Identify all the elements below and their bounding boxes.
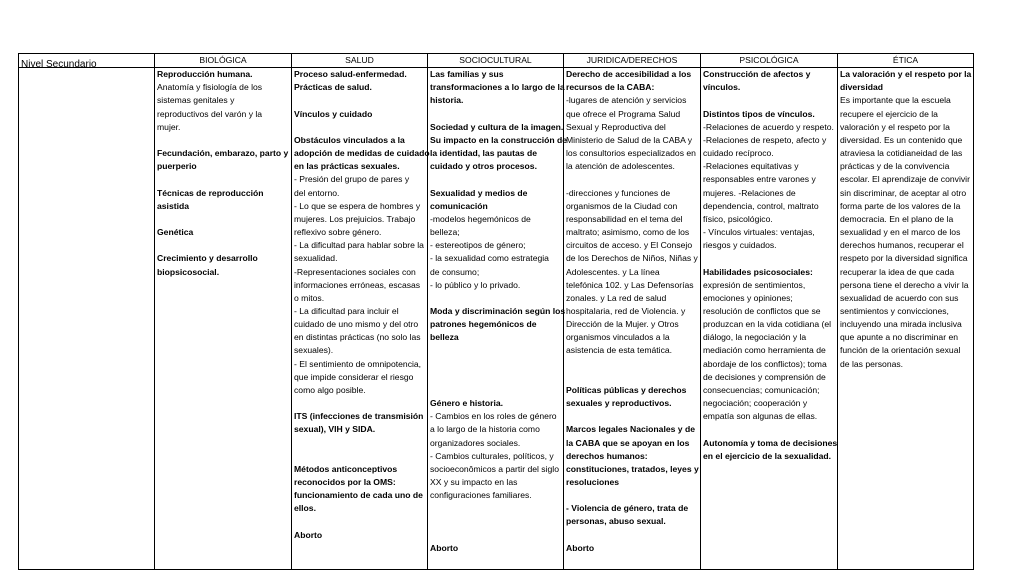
cell-line: Técnicas de reproducción	[157, 187, 264, 198]
cell-line: en distintas prácticas (no solo las	[294, 332, 421, 343]
cell-line: Habilidades psicosociales:	[703, 266, 813, 277]
cell-line: emociones y opiniones;	[703, 292, 793, 303]
cell-line: mujer.	[157, 121, 181, 132]
level-cell	[19, 59, 155, 570]
cell-line: historia.	[430, 95, 464, 106]
cell-line	[566, 173, 698, 186]
cell-line: zonales. y La red de salud	[566, 292, 667, 303]
cell-line: - Cambios en los roles de género	[430, 411, 557, 422]
cell-line: Métodos anticonceptivos	[294, 463, 398, 474]
cell-line: constituciones, tratados, leyes y	[566, 463, 699, 474]
cell-line: reconocidos por la OMS:	[294, 477, 396, 487]
cell-line	[430, 108, 561, 121]
cell-line	[430, 502, 561, 515]
header-row	[19, 54, 974, 68]
cell-line: transformaciones a lo largo de la	[430, 82, 565, 93]
cell-line: -lugares de atención y servicios	[566, 95, 687, 106]
cell-line: diversidad	[840, 82, 883, 93]
cell-line: diversidad. Es un contenido que	[840, 134, 963, 145]
cell-line: Derecho de accesibilidad a los	[566, 69, 692, 80]
cell-line: mediación como herramienta de	[703, 345, 826, 356]
cell-line	[703, 94, 835, 107]
cell-line: - estereotipos de género;	[430, 240, 526, 251]
cell-line: sin discriminar, de aceptar al otro	[840, 187, 967, 198]
cell-line: Obstáculos vinculados a la	[294, 134, 405, 145]
cell-line: asistida	[157, 200, 190, 211]
cell-line: Genética	[157, 227, 194, 238]
cell-line: Fecundación, embarazo, parto y	[157, 148, 289, 159]
cell-line	[157, 134, 289, 147]
cell-line: Género e historia.	[430, 398, 504, 409]
cell-line: produzcan en la vida cotidiana (el	[703, 319, 832, 330]
cell-line: en el ejercicio de la sexualidad.	[703, 450, 832, 461]
cell-line: derechos humanos, recuperar el	[840, 240, 964, 251]
cell-line: Sexual y Reproductiva del	[566, 121, 666, 132]
cell-line: como algo posible.	[294, 384, 366, 395]
cell-line: socioeconômicos a partir del siglo	[430, 463, 559, 474]
table-row	[19, 68, 974, 570]
cell-line: responsabilidad en el tema del	[566, 213, 683, 224]
header-sociocultural: SOCIOCULTURAL	[428, 54, 564, 68]
cell-line: la identidad, las pautas de	[430, 148, 537, 159]
cell-line: de consumo;	[430, 266, 480, 277]
cell-line: maltrato; asimismo, como de los	[566, 227, 690, 238]
cell-line: belleza	[430, 332, 459, 343]
cell-line: Las familias y sus	[430, 69, 504, 80]
cell-line	[430, 358, 561, 371]
cell-line	[294, 515, 425, 528]
cell-line: - lo público y lo privado.	[430, 279, 521, 290]
cell-line: atraviesa la cotidianeidad de las	[840, 148, 963, 159]
cell-line: prácticas y de la convivencia	[840, 161, 950, 172]
cell-line: - Presión del grupo de pares y	[294, 174, 410, 185]
cell-line: - Violencia de género, trata de	[566, 503, 689, 514]
cell-line: resoluciones	[566, 477, 620, 487]
cell-line	[294, 121, 425, 134]
cell-line: biopsicosocial.	[157, 266, 220, 277]
cell-line: - Vínculos virtuales: ventajas,	[703, 227, 815, 238]
cell-line	[566, 410, 698, 423]
cell-line: organismos vinculados a la	[566, 332, 670, 343]
cell-line: - El sentimiento de omnipotencia,	[294, 358, 422, 369]
cell-line: de decisiones y comprensión de	[703, 371, 826, 382]
cell-line: Aborto	[566, 542, 595, 553]
cell-line: a lo largo de la historia como	[430, 424, 540, 435]
cell-line: sexual), VIH y SIDA.	[294, 424, 376, 435]
cell-salud	[292, 68, 428, 570]
cell-line: personas, abuso sexual.	[566, 516, 666, 527]
cell-line: Ministerio de Salud de la CABA y	[566, 134, 693, 145]
cell-line: Autonomía y toma de decisiones	[703, 437, 838, 448]
cell-line	[157, 239, 289, 252]
cell-line: Marcos legales Nacionales y de	[566, 424, 695, 435]
cell-line	[430, 292, 561, 305]
cell-line: XX y su impacto en las	[430, 477, 518, 487]
cell-line	[566, 529, 698, 542]
cell-line: los consultorios especializados en	[566, 148, 696, 159]
level-label: Nivel Secundario	[21, 59, 97, 71]
cell-psicologica	[701, 68, 838, 570]
cell-line: Adolescentes. y La línea	[566, 266, 660, 277]
cell-line: patrones hegemónicos de	[430, 319, 537, 330]
cell-line: Su impacto en la construcción de	[430, 134, 568, 145]
cell-line: que apunte a no discriminar en	[840, 332, 959, 343]
cell-line: sexuales).	[294, 345, 334, 356]
cell-line: responsables entre varones y	[703, 174, 816, 185]
cell-line	[430, 515, 561, 528]
cell-line: organizadores sociales.	[430, 437, 521, 448]
cell-line	[566, 489, 698, 502]
cell-line: incluyendo una mirada inclusiva	[840, 319, 962, 330]
cell-line: funcionamiento de cada uno de	[294, 490, 423, 501]
cell-line: -Relaciones equitativas y	[703, 161, 799, 172]
curriculum-table	[18, 53, 974, 570]
cell-line	[294, 437, 425, 450]
cell-line: recupere el ejercicio de la	[840, 108, 938, 119]
cell-line: telefónica 102. y Las Defensorías	[566, 279, 694, 290]
cell-line: La valoración y el respeto por la	[840, 69, 972, 80]
cell-line: valoración y el respeto por la	[840, 121, 950, 132]
header-salud: SALUD	[292, 54, 428, 68]
cell-line: ITS (infecciones de transmisión	[294, 411, 424, 422]
cell-etica	[838, 68, 974, 570]
cell-line: sexuales y reproductivos.	[566, 398, 672, 409]
cell-line: de las personas.	[840, 358, 904, 369]
cell-line	[566, 371, 698, 384]
cell-line	[430, 173, 561, 186]
cell-line: recursos de la CABA:	[566, 82, 655, 93]
cell-line	[430, 344, 561, 357]
cell-sociocultural	[428, 68, 568, 570]
cell-line: empatía son algunas de ellas.	[703, 411, 818, 422]
cell-line: -Relaciones de acuerdo y respeto.	[703, 121, 834, 132]
cell-line: - La dificultad para hablar sobre la	[294, 240, 424, 251]
cell-line: mujeres. Los prejuicios. Trabajo	[294, 213, 416, 224]
cell-biologica	[155, 68, 292, 570]
cell-line: consecuencias; comunicación;	[703, 384, 820, 395]
cell-line: configuraciones familiares.	[430, 490, 532, 501]
cell-line: -modelos hegemónicos de	[430, 213, 531, 224]
cell-line: Crecimiento y desarrollo	[157, 253, 258, 264]
cell-line: sentimientos y convicciones,	[840, 305, 949, 316]
cell-line	[430, 529, 561, 542]
cell-line: hospitalaria, red de Violencia. y	[566, 305, 686, 316]
cell-line: en las prácticas sexuales.	[294, 161, 400, 172]
cell-line: del entorno.	[294, 187, 340, 198]
cell-line: expresión de sentimientos,	[703, 279, 806, 290]
cell-line: -Relaciones de respeto, afecto y	[703, 134, 827, 145]
cell-line	[566, 358, 698, 371]
cell-line: persona tiene el derecho a vivir la	[840, 279, 969, 290]
cell-line: Es importante que la escuela	[840, 95, 951, 106]
cell-line: forma parte de los valores de la	[840, 200, 961, 211]
cell-line: Sexualidad y medios de	[430, 187, 528, 198]
cell-line: resolución de conflictos que se	[703, 305, 821, 316]
cell-line: belleza;	[430, 227, 460, 238]
cell-line: Moda y discriminación según los	[430, 305, 566, 316]
cell-line: informaciones erróneas, escasas	[294, 279, 421, 290]
cell-line: riesgos y cuidados.	[703, 240, 777, 251]
cell-line: dependencia, control, maltrato	[703, 200, 819, 211]
cell-line: Aborto	[430, 542, 459, 553]
cell-line	[430, 384, 561, 397]
cell-line: Políticas públicas y derechos	[566, 384, 687, 395]
header-psicologica: PSICOLÓGICA	[701, 54, 838, 68]
cell-line: - Lo que se espera de hombres y	[294, 200, 421, 211]
cell-juridica-derechos	[564, 68, 701, 570]
cell-line: escolar. El aprendizaje de convivir	[840, 174, 970, 185]
cell-line: reflexivo sobre género.	[294, 227, 382, 238]
cell-line: Sociedad y cultura de la imagen.	[430, 121, 564, 132]
cell-line: Reproducción humana.	[157, 69, 253, 80]
cell-line: recuperar la idea de que cada	[840, 266, 955, 277]
cell-line	[157, 213, 289, 226]
cell-line: físico, psicológico.	[703, 213, 773, 224]
cell-line: respeto por la diversidad significa	[840, 253, 968, 264]
cell-line: abordaje de los conflictos); toma	[703, 358, 827, 369]
cell-line: organismos de la Ciudad con	[566, 200, 678, 211]
cell-line: derechos humanos:	[566, 450, 648, 461]
header-etica: ÉTICA	[838, 54, 974, 68]
cell-line: Aborto	[294, 529, 323, 540]
cell-line	[703, 252, 835, 265]
cell-line: - la sexualidad como estrategia	[430, 253, 549, 264]
cell-line: Dirección de la Mujer. y Otros	[566, 319, 679, 330]
cell-line: de los Derechos de Niños, Niñas y	[566, 253, 698, 264]
cell-line: Distintos tipos de vínculos.	[703, 108, 815, 119]
cell-line: la CABA que se apoyan en los	[566, 437, 690, 448]
cell-line: vínculos.	[703, 82, 741, 93]
cell-line: cuidado y otros procesos.	[430, 161, 537, 172]
cell-line: o mitos.	[294, 292, 325, 303]
cell-line: Vínculos y cuidado	[294, 108, 373, 119]
cell-line: cuidado de uno mismo y del otro	[294, 319, 419, 330]
cell-line: -direcciones y funciones de	[566, 187, 671, 198]
cell-line: Prácticas de salud.	[294, 82, 372, 93]
cell-line: ellos.	[294, 503, 316, 514]
cell-line: adopción de medidas de cuidado	[294, 148, 430, 159]
cell-line: que ofrece el Programa Salud	[566, 108, 681, 119]
cell-line: Proceso salud-enfermedad.	[294, 69, 407, 80]
cell-line: cuidado recíproco.	[703, 148, 774, 159]
cell-line: sexualidad y en el marco de los	[840, 227, 961, 238]
cell-line: Anatomía y fisiología de los	[157, 82, 263, 93]
cell-line	[294, 450, 425, 463]
cell-line	[703, 423, 835, 436]
cell-line: Construcción de afectos y	[703, 69, 811, 80]
cell-line: - Cambios culturales, políticos, y	[430, 450, 554, 461]
cell-line	[157, 173, 289, 186]
cell-line	[430, 371, 561, 384]
cell-line: sistemas genitales y	[157, 95, 235, 106]
cell-line: asistencia de esta temática.	[566, 345, 673, 356]
cell-line	[294, 94, 425, 107]
cell-line: sexualidad.	[294, 253, 338, 264]
cell-line: función de la orientación sexual	[840, 345, 961, 356]
header-juridica-derechos: JURIDICA/DERECHOS	[564, 54, 701, 68]
cell-line: puerperio	[157, 161, 197, 172]
cell-line: comunicación	[430, 200, 488, 211]
cell-line: negociación; cooperación y	[703, 398, 808, 409]
cell-line	[294, 397, 425, 410]
cell-line: que impide considerar el riesgo	[294, 371, 414, 382]
cell-line: - La dificultad para incluir el	[294, 305, 399, 316]
cell-line: sexualidad de acuerdo con sus	[840, 292, 959, 303]
cell-line: -Representaciones sociales con	[294, 266, 416, 277]
cell-line: diálogo, la negociación y la	[703, 332, 807, 343]
cell-line: mujeres. -Relaciones de	[703, 187, 796, 198]
cell-line: democracia. En el plano de la	[840, 213, 954, 224]
cell-line: reproductivos del varón y la	[157, 108, 263, 119]
header-biologica: BIOLÓGICA	[155, 54, 292, 68]
cell-line: circuitos de acceso. y El Consejo	[566, 240, 693, 251]
cell-line: la atención de adolescentes.	[566, 161, 675, 172]
